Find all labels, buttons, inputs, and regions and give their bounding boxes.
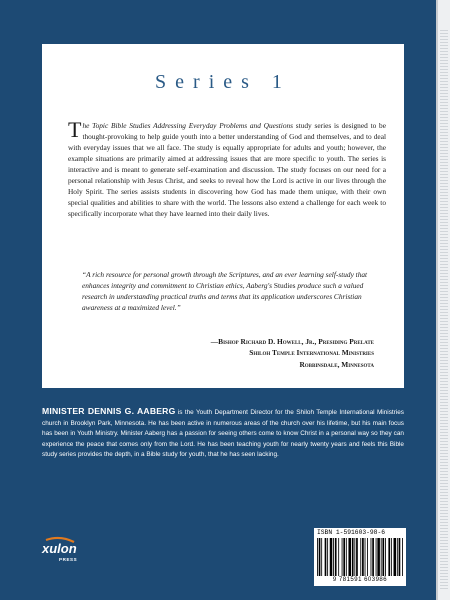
endorsement-attribution — [74, 336, 374, 370]
spine-edge-line — [436, 0, 438, 600]
study-series-title: he Topic Bible Studies Addressing Everyday Problems and Questions — [82, 121, 294, 130]
quote-text-2: produce such a valued research in understanding practical truths and terms that its application underscores Christian awareness at a maximized level.” — [82, 281, 364, 313]
attribution-name: —Bishop Richard D. Howell, Jr., Presiding Prelate — [210, 337, 374, 346]
spine-edge-print — [440, 30, 448, 590]
spine-edge — [436, 0, 450, 600]
author-bio — [42, 406, 404, 461]
series-title: Series 1 — [155, 71, 291, 93]
attribution-org: Shiloh Temple International Ministries — [249, 348, 374, 358]
quote-text-1: “A rich resource for personal growth through the Scriptures, and an ever learning self-study that enhances integrity and commitment to Christian ethics, Aaberg's — [82, 270, 368, 291]
xulon-press-logo — [40, 536, 100, 564]
barcode-label — [314, 528, 406, 586]
description-body: study series is designed to be thought-provoking to help guide youth into a better understanding of God and themselves, and to deal with everyday issues that we all face. The study is equally appropriate for adults and youth; however, the example situations are primarily aimed at addressing issues that are more specific to youth. The series is interactive and is meant to generate self-examination and discussion. The study focuses on our need for a personal relationship with Jesus Christ, and seeks to reveal how the Lord is active in our lives through the Holy Spirit. The series assists students in discovering how God has made them unique, with their own special qualities and abilities to share with the world. The lessons also extend a challenge for each week to specifically incorporate what they have learned into their daily lives. — [68, 121, 386, 219]
endorsement-quote — [82, 269, 382, 313]
svg-text:PRESS: PRESS — [59, 557, 78, 562]
content-panel — [42, 44, 404, 388]
attribution-place: Robbinsdale, Minnesota — [299, 359, 374, 369]
isbn-text: ISBN 1-591603-98-6 — [317, 529, 386, 536]
svg-text:xulon: xulon — [42, 541, 77, 556]
drop-cap: T — [68, 117, 82, 142]
series-description — [68, 117, 386, 219]
barcode-bars — [317, 538, 403, 576]
author-name: MINISTER DENNIS G. AABERG — [42, 406, 176, 416]
barcode-number: 9 781591 603986 — [332, 577, 388, 583]
author-bio-text: is the Youth Department Director for the Shiloh Temple International Ministries church in Brooklyn Park, Minnesota. He has been active in numerous areas of the church over his lifetime, but his main focus has been in Youth Ministry. Minister Aaberg has a passion for seeing others come to know Christ in a personal way so they can experience the peace that comes only from the Lord. He has been teaching youth for nearly twenty years and feels this Bible study series provides the depth, in a Bible study for youth, that he has seen lacking. — [42, 409, 404, 459]
quote-emphasis: Studies — [273, 281, 296, 291]
